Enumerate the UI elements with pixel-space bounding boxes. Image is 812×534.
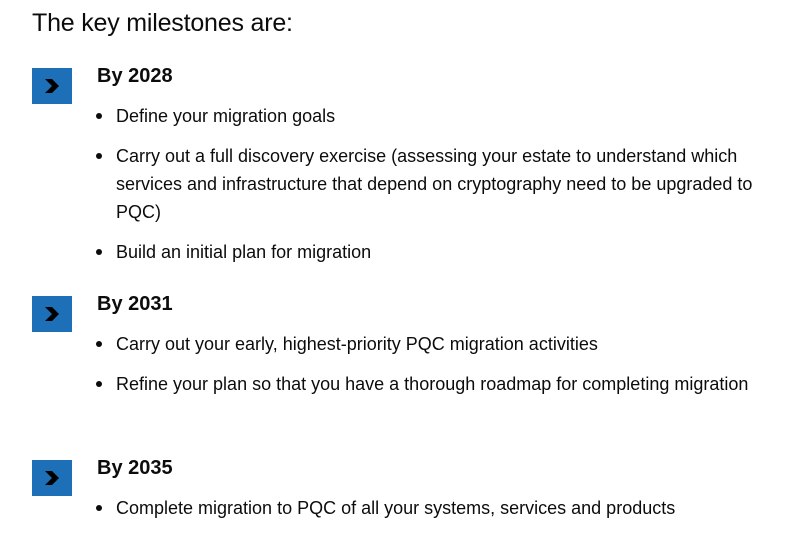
list-item-text: Build an initial plan for migration [116,242,372,262]
milestone-list [96,330,776,410]
chevron-right-icon [43,79,61,93]
milestone-title: By 2035 [97,457,173,479]
page-heading: The key milestones are: [32,9,293,37]
bullet-icon [96,341,102,347]
list-item-text: Define your migration goals [116,106,336,126]
milestone-list [96,102,776,278]
list-item [96,494,776,522]
bullet-icon [96,381,102,387]
milestone-title: By 2031 [97,293,173,315]
chevron-right-icon [43,471,61,485]
list-item [96,102,776,130]
bullet-icon [96,505,102,511]
milestone-marker [32,68,72,104]
list-item-text: Complete migration to PQC of all your systems, services and products [116,498,676,518]
list-item-text: Refine your plan so that you have a thorough roadmap for completing migration [116,374,749,394]
milestone-list [96,494,776,534]
list-item-text: Carry out your early, highest-priority PQC migration activities [116,334,598,354]
bullet-icon [96,153,102,159]
list-item [96,330,776,358]
list-item [96,370,776,398]
list-item [96,142,776,226]
bullet-icon [96,249,102,255]
bullet-icon [96,113,102,119]
milestone-marker [32,296,72,332]
list-item-text: Carry out a full discovery exercise (assessing your estate to understand which services and infrastructure that depend on cryptography need to be upgraded to PQC) [116,146,753,222]
list-item [96,238,776,266]
chevron-right-icon [43,307,61,321]
milestone-title: By 2028 [97,65,173,87]
milestone-marker [32,460,72,496]
